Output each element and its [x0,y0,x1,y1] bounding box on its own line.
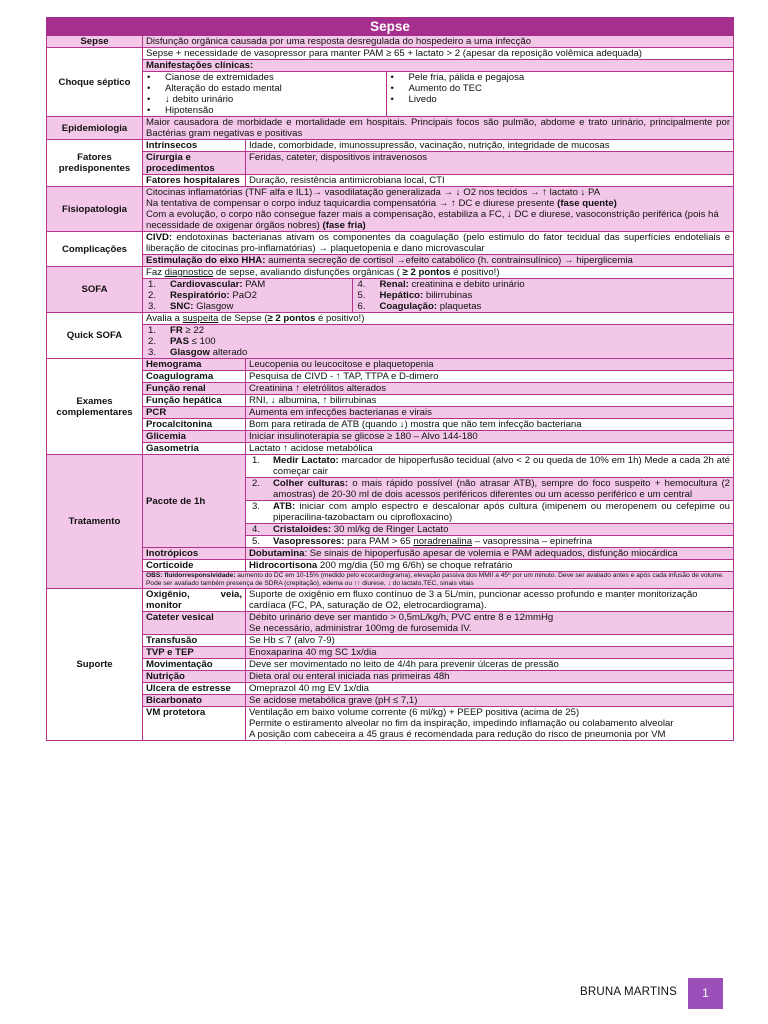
page-number: 1 [688,978,723,1009]
criterion-item: 1. Cardiovascular: PAM [148,279,266,290]
suporte-value: Suporte de oxigênio em fluxo contínuo de 3 a 5L/min, puncionar acesso profundo e manter monitorização cardíaca (FC, PA, saturação de O2, eletrocardiograma). [246,589,734,612]
suporte-key: Cateter vesical [143,612,246,635]
fator-value: Duração, resistência antimicrobiana local, CTI [246,175,734,187]
manifestacoes-heading: Manifestações clínicas: [143,60,734,72]
choque-definition: Sepse + necessidade de vasopressor para manter PAM ≥ 65 + lactato > 2 (apesar da reposição volêmica adequada) [143,48,734,60]
row-label-exames: Exames complementares [47,359,143,455]
pacote-step: 5. Vasopressores: para PAM > 65 noradrenalina – vasopressina – epinefrina [246,536,733,547]
epidemiologia-text: Maior causadora de morbidade e mortalidade em hospitais. Principais focos são pulmão, abdome e trato urinário, principalmente por Bactérias gram negativas e positivas [143,117,734,140]
corticoide-text: Hidrocortisona 200 mg/dia (50 mg 6/6h) se choque refratário [246,560,734,572]
inotropicos-label: Inotrópicos [143,548,246,560]
qsofa-criteria [146,325,730,358]
row-label-sofa: SOFA [47,267,143,313]
exame-key: PCR [143,407,246,419]
suporte-value: Se Hb ≤ 7 (alvo 7-9) [246,635,734,647]
criterion-item: 1. FR ≥ 22 [148,325,205,336]
manifestacao-item: • Hipotensão [165,105,386,116]
criterion-item: 6. Coagulação: plaquetas [357,301,482,312]
exame-value: Iniciar insulinoterapia se glicose ≥ 180 – Alvo 144-180 [246,431,734,443]
row-label-fatores: Fatores predisponentes [47,140,143,187]
exame-key: Função hepática [143,395,246,407]
suporte-key: Nutrição [143,671,246,683]
exame-value: Lactato ↑ acidose metabólica [246,443,734,455]
suporte-value: Ventilação em baixo volume corrente (6 ml/kg) + PEEP positiva (acima de 25) Permite o estiramento alveolar no fim da inspiração, impedindo inflamação ou colabamento alveolar A posição com cabeceira a 45 graus é recomendada para redução do risco de pneumonia por VM [246,707,734,741]
suporte-key: Movimentação [143,659,246,671]
criterion-item: 5. Hepático: bilirrubinas [357,290,473,301]
manifestacao-item: • ↓ debito urinário [165,94,386,105]
row-label-tratamento: Tratamento [47,455,143,589]
pacote-step: 4. Cristaloides: 30 ml/kg de Ringer Lactato [246,524,733,536]
manifestacao-item: • Aumento do TEC [409,83,734,94]
row-label-epidemiologia: Epidemiologia [47,117,143,140]
sepse-definition: Disfunção orgânica causada por uma resposta desregulada do hospedeiro a uma infecção [143,36,734,48]
suporte-key: TVP e TEP [143,647,246,659]
fisio-line-1: Citocinas inflamatórias (TNF alfa e IL1)→ vasodilatação generalizada → ↓ O2 nos tecidos → ↑ lactato ↓ PA [146,187,601,198]
suporte-value: Dieta oral ou enteral iniciada nas primeiras 48h [246,671,734,683]
corticoide-label: Corticoide [143,560,246,572]
fator-key: Intrínsecos [143,140,246,152]
criterion-item: 3. Glasgow alterado [148,347,248,358]
manifestacao-item: • Alteração do estado mental [165,83,386,94]
manifestacoes-list [143,72,733,116]
criterion-item: 2. PAS ≤ 100 [148,336,216,347]
row-label-suporte: Suporte [47,589,143,741]
exame-key: Glicemia [143,431,246,443]
criterion-item: 3. SNC: Glasgow [148,301,234,312]
pacote-1h-label: Pacote de 1h [143,455,246,548]
sofa-criteria [143,279,733,312]
suporte-value: Omeprazol 40 mg EV 1x/dia [246,683,734,695]
criterion-item: 4. Renal: creatinina e debito urinário [357,279,525,290]
row-label-complicacoes: Complicações [47,232,143,267]
sheet-title: Sepse [47,18,734,36]
row-label-sepse: Sepse [47,36,143,48]
qsofa-intro: Avalia a suspeita de Sepse (≥ 2 pontos é positivo!) [143,313,734,325]
criterion-item: 2. Respiratório: PaO2 [148,290,257,301]
fisio-line-2: Na tentativa de compensar o corpo induz taquicardia compensatória → ↑ DC e diurese presente (fase quente) [146,198,617,209]
exame-value: Leucopenia ou leucocitose e plaquetopenia [246,359,734,371]
suporte-key: Bicarbonato [143,695,246,707]
fator-value: Feridas, cateter, dispositivos intravenosos [246,152,734,175]
suporte-value: Débito urinário deve ser mantido > 0,5mL/kg/h, PVC entre 8 e 12mmHg Se necessário, administrar 100mg de furosemida IV. [246,612,734,635]
exame-value: Bom para retirada de ATB (quando ↓) mostra que não tem infecção bacteriana [246,419,734,431]
exame-key: Hemograma [143,359,246,371]
pacote-step: 2. Colher culturas: o mais rápido possível (não atrasar ATB), sempre do foco suspeito + hemocultura (2 amostras) de 20-30 ml de dois acessos periféricos diferentes ou um acesso periférico e um central [246,478,733,501]
page-footer [580,978,723,1009]
fisio-line-3: Com a evolução, o corpo não consegue fazer mais a compensação, estabiliza a FC, ↓ DC e diurese, vasoconstrição periférica (pois há necessidade de oxigenar órgãos nobres) (fase fria) [146,209,719,231]
exame-value: Aumenta em infecções bacterianas e virais [246,407,734,419]
complicacao-civd: CIVD: endotoxinas bacterianas ativam os componentes da coagulação (pelo estimulo do fator tecidual das superfícies endoteliais e liberação de citocinas pro-inflamatórias) → plaquetopenia e dano microvascular [143,232,734,255]
manifestacao-item: • Livedo [409,94,734,105]
exame-key: Gasometria [143,443,246,455]
sepse-summary-sheet [46,17,733,741]
exame-key: Função renal [143,383,246,395]
suporte-key: VM protetora [143,707,246,741]
pacote-1h-steps [246,455,733,547]
sofa-intro: Faz diagnostico de sepse, avaliando disfunções orgânicas ( ≥ 2 pontos é positivo!) [143,267,734,279]
fator-key: Cirurgia e procedimentos [143,152,246,175]
author-name: BRUNA MARTINS [580,986,677,998]
suporte-value: Deve ser movimentado no leito de 4/4h para prevenir úlceras de pressão [246,659,734,671]
row-label-choque-septico: Choque séptico [47,48,143,117]
manifestacao-item: • Cianose de extremidades [165,72,386,83]
pacote-step: 3. ATB: iniciar com amplo espectro e descalonar após cultura (imipenem ou meropenem ou cefepime ou piperacilina-tazobactam ou ciprofloxacino) [246,501,733,524]
exame-key: Coagulograma [143,371,246,383]
exame-value: RNI, ↓ albumina, ↑ bilirrubinas [246,395,734,407]
suporte-value: Enoxaparina 40 mg SC 1x/dia [246,647,734,659]
row-label-quick-sofa: Quick SOFA [47,313,143,359]
obs-fluidorresponsividade: OBS: fluidorresponsividade: aumento do DC em 10-15% (medido pelo ecocardiograma), elevação passiva dos MMII a 45º por um minuto. Deve ser avaliado antes e após cada infusão de volume. Pode ser avaliado também presença de SDRA (crepitação), edema ou ↑↑ diurese, ↓ do lactato,TEC, sinais vitais [143,572,734,589]
fisiopatologia-text [143,187,734,232]
exame-value: Creatinina ↑ eletrólitos alterados [246,383,734,395]
row-label-fisiopatologia: Fisiopatologia [47,187,143,232]
suporte-value: Se acidose metabólica grave (pH ≤ 7,1) [246,695,734,707]
exame-key: Procalcitonina [143,419,246,431]
fator-value: Idade, comorbidade, imunossupressão, vacinação, nutrição, integridade de mucosas [246,140,734,152]
suporte-key: Ulcera de estresse [143,683,246,695]
fator-key: Fatores hospitalares [143,175,246,187]
complicacao-eixo-hha: Estimulação do eixo HHA: aumenta secreção de cortisol →efeito catabólico (h. contrainsulínico) → hiperglicemia [143,255,734,267]
pacote-step: 1. Medir Lactato: marcador de hipoperfusão tecidual (alvo < 2 ou queda de 10% em 1h) Mede a cada 2h até começar cair [246,455,733,478]
exame-value: Pesquisa de CIVD - ↑ TAP, TTPA e D-dimero [246,371,734,383]
suporte-key: Transfusão [143,635,246,647]
inotropicos-text: Dobutamina: Se sinais de hipoperfusão apesar de volemia e PAM adequados, disfunção miocárdica [246,548,734,560]
suporte-key: Oxigênio, veia, monitor [143,589,246,612]
sepse-table [46,17,734,741]
manifestacao-item: • Pele fria, pálida e pegajosa [409,72,734,83]
